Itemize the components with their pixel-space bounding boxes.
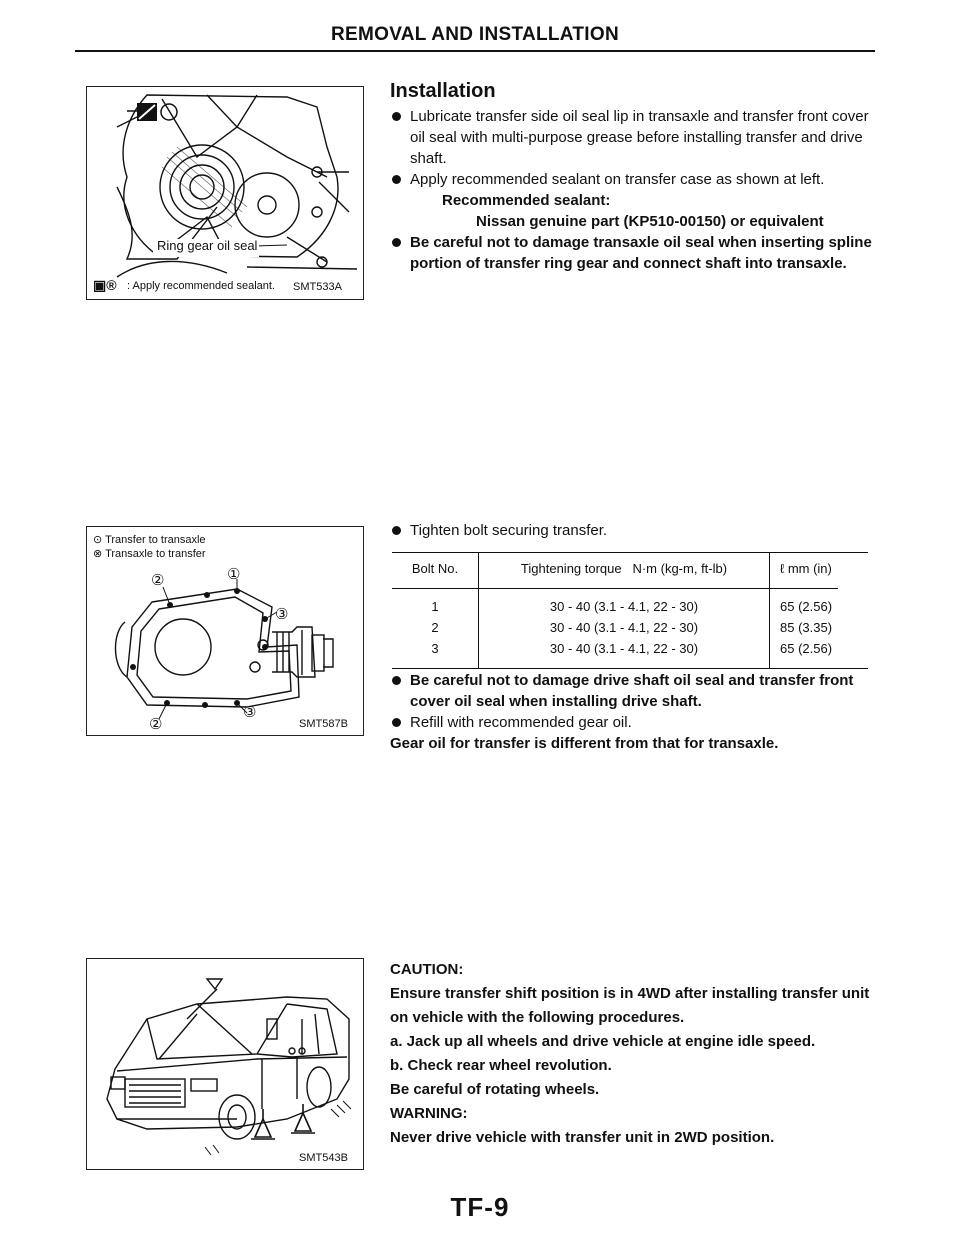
- header-bolt-no: Bolt No.: [392, 553, 479, 589]
- dot-circle-icon: ⊙: [93, 534, 103, 546]
- after-table-text: [390, 670, 875, 754]
- warning-label: WARNING:: [390, 1105, 468, 1122]
- bolt-mark-3-right: ③: [275, 606, 289, 623]
- figure1-code: SMT533A: [293, 281, 342, 293]
- bolt-no-cell: 3: [392, 638, 479, 668]
- figure1-caption: : Apply recommended sealant.: [127, 280, 275, 292]
- installation-text: [390, 106, 875, 274]
- torque-cell: 30 - 40 (3.1 - 4.1, 22 - 30): [479, 589, 770, 618]
- caution-step-a: a. Jack up all wheels and drive vehicle at engine idle speed.: [390, 1033, 816, 1050]
- header-length: ℓ mm (in): [770, 553, 839, 589]
- transfer-bolt-illustration: [87, 527, 363, 735]
- header-torque-label: Tightening torque: [520, 561, 622, 576]
- torque-cell: 30 - 40 (3.1 - 4.1, 22 - 30): [479, 638, 770, 668]
- caution-block: [390, 958, 880, 1150]
- torque-table-header-row: [392, 553, 838, 589]
- tighten-bullet-block: [390, 520, 875, 541]
- header-torque: [479, 553, 770, 589]
- legend-2-text: Transaxle to transfer: [105, 548, 206, 560]
- gear-oil-note: Gear oil for transfer is different from that for transaxle.: [390, 735, 779, 752]
- torque-cell: 30 - 40 (3.1 - 4.1, 22 - 30): [479, 617, 770, 638]
- figure-sealant: [86, 86, 364, 300]
- torque-table-wrap: [392, 552, 868, 669]
- bolt-mark-2-bottom: ②: [149, 716, 163, 733]
- warning-text: Never drive vehicle with transfer unit in 2WD position.: [390, 1129, 775, 1146]
- careful-drive-shaft-bullet: Be careful not to damage drive shaft oil seal and transfer front cover oil seal when installing drive shaft.: [390, 670, 875, 712]
- bolt-mark-1: ①: [227, 566, 241, 583]
- figure3-code: SMT543B: [299, 1152, 348, 1164]
- figure2-code: SMT587B: [299, 718, 348, 730]
- installation-bullet-3: Be careful not to damage transaxle oil seal when inserting spline portion of transfer ring gear and connect shaft into transaxle.: [390, 232, 875, 274]
- table-row: [392, 617, 838, 638]
- cross-circle-icon: ⊗: [93, 548, 103, 560]
- legend-1-text: Transfer to transaxle: [105, 534, 206, 546]
- caution-label: CAUTION:: [390, 961, 464, 978]
- transfer-case-sealant-illustration: [87, 87, 363, 299]
- figure1-caption-text: Apply recommended sealant.: [132, 280, 275, 292]
- bolt-no-cell: 2: [392, 617, 479, 638]
- sealant-label: Recommended sealant:: [442, 192, 611, 209]
- caution-careful: Be careful of rotating wheels.: [390, 1081, 600, 1098]
- page-header: REMOVAL AND INSTALLATION: [331, 24, 619, 45]
- figure-bolt-locations: [86, 526, 364, 736]
- header-torque-units: N·m (kg-m, ft-lb): [632, 561, 728, 576]
- figure-vehicle-on-jacks: [86, 958, 364, 1170]
- installation-heading: Installation: [390, 80, 496, 102]
- sealant-symbol-icon: ▣®: [93, 277, 117, 293]
- bolt-mark-2-top: ②: [151, 572, 165, 589]
- length-cell: 65 (2.56): [780, 599, 833, 614]
- page-number: TF-9: [450, 1192, 510, 1222]
- sealant-value: Nissan genuine part (KP510-00150) or equivalent: [476, 213, 824, 230]
- caution-step-b: b. Check rear wheel revolution.: [390, 1057, 612, 1074]
- vehicle-on-jack-stands-illustration: [87, 959, 363, 1169]
- table-row: [392, 589, 838, 618]
- bolt-mark-3-bottom: ③: [243, 704, 257, 721]
- length-cell: 65 (2.56): [780, 641, 833, 656]
- refill-bullet: Refill with recommended gear oil.: [390, 712, 875, 733]
- caution-text: Ensure transfer shift position is in 4WD after installing transfer unit on vehicle with the following procedures.: [390, 985, 870, 1026]
- tighten-bullet: Tighten bolt securing transfer.: [390, 520, 875, 541]
- length-cell: 85 (3.35): [780, 620, 833, 635]
- installation-bullet-1: Lubricate transfer side oil seal lip in transaxle and transfer front cover oil seal with multi-purpose grease before installing transfer and drive shaft.: [390, 106, 875, 169]
- header-rule: [75, 50, 875, 52]
- ring-gear-callout: Ring gear oil seal: [157, 238, 258, 253]
- table-row: [392, 638, 838, 668]
- installation-bullet-2: Apply recommended sealant on transfer case as shown at left.: [390, 169, 875, 190]
- torque-table: [392, 553, 838, 668]
- bolt-no-cell: 1: [392, 589, 479, 618]
